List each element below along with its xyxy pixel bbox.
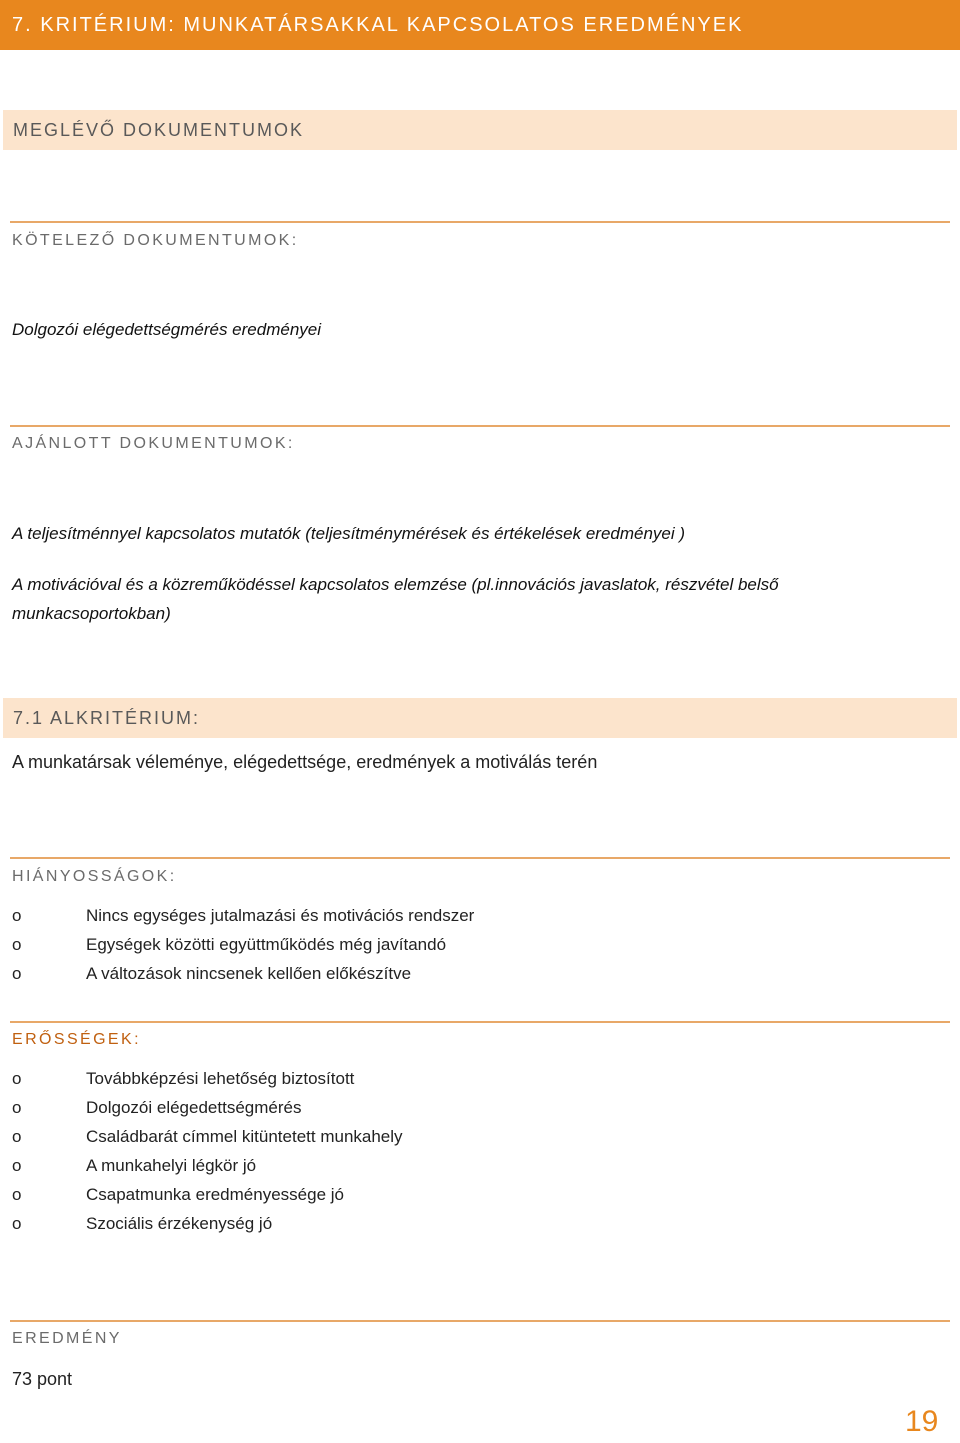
weakness-text: Egységek közötti együttműködés még javítandó (86, 935, 447, 954)
result-label: EREDMÉNY (12, 1330, 122, 1347)
weaknesses-label: HIÁNYOSSÁGOK: (12, 868, 177, 885)
bullet-icon: o (12, 1185, 22, 1204)
bullet-icon: o (12, 1127, 22, 1146)
mandatory-doc-item: Dolgozói elégedettségmérés eredményei (12, 320, 322, 339)
weakness-text: Nincs egységes jutalmazási és motivációs rendszer (86, 906, 475, 925)
main-title: 7. KRITÉRIUM: MUNKATÁRSAKKAL KAPCSOLATOS EREDMÉNYEK (12, 14, 744, 36)
weaknesses-divider (10, 857, 950, 859)
recommended-doc-item: munkacsoportokban) (12, 604, 171, 623)
result-divider (10, 1320, 950, 1322)
strength-text: A munkahelyi légkör jó (86, 1156, 257, 1175)
mandatory-label: KÖTELEZŐ DOKUMENTUMOK: (12, 232, 299, 249)
strength-text: Szociális érzékenység jó (86, 1214, 273, 1233)
strengths-label: ERŐSSÉGEK: (12, 1031, 141, 1048)
recommended-label: AJÁNLOTT DOKUMENTUMOK: (12, 435, 295, 452)
strength-text: Továbbképzési lehetőség biztosított (86, 1069, 355, 1088)
existing-docs-title: MEGLÉVŐ DOKUMENTUMOK (13, 120, 305, 140)
bullet-icon: o (12, 1214, 22, 1233)
page-number: 19 (905, 1405, 939, 1438)
recommended-divider (10, 425, 950, 427)
bullet-icon: o (12, 1069, 22, 1088)
strength-text: Családbarát címmel kitüntetett munkahely (86, 1127, 403, 1146)
bullet-icon: o (12, 964, 22, 983)
mandatory-divider (10, 221, 950, 223)
bullet-icon: o (12, 935, 22, 954)
bullet-icon: o (12, 1156, 22, 1175)
strength-text: Dolgozói elégedettségmérés (86, 1098, 302, 1117)
recommended-doc-item: A motivációval és a közreműködéssel kapcsolatos elemzése (pl.innovációs javaslatok, részvétel belső (12, 575, 779, 594)
subcriterion-description: A munkatársak véleménye, elégedettsége, eredmények a motiválás terén (12, 752, 598, 772)
existing-docs-band (3, 110, 957, 150)
weakness-text: A változások nincsenek kellően előkészítve (86, 964, 412, 983)
result-value: 73 pont (12, 1369, 73, 1389)
subcriterion-band (3, 698, 957, 738)
bullet-icon: o (12, 1098, 22, 1117)
strength-text: Csapatmunka eredményessége jó (86, 1185, 344, 1204)
subcriterion-title: 7.1 ALKRITÉRIUM: (13, 708, 201, 728)
recommended-doc-item: A teljesítménnyel kapcsolatos mutatók (teljesítménymérések és értékelések eredményei ) (12, 524, 686, 543)
bullet-icon: o (12, 906, 22, 925)
strengths-divider (10, 1021, 950, 1023)
main-header-bar (0, 0, 960, 50)
